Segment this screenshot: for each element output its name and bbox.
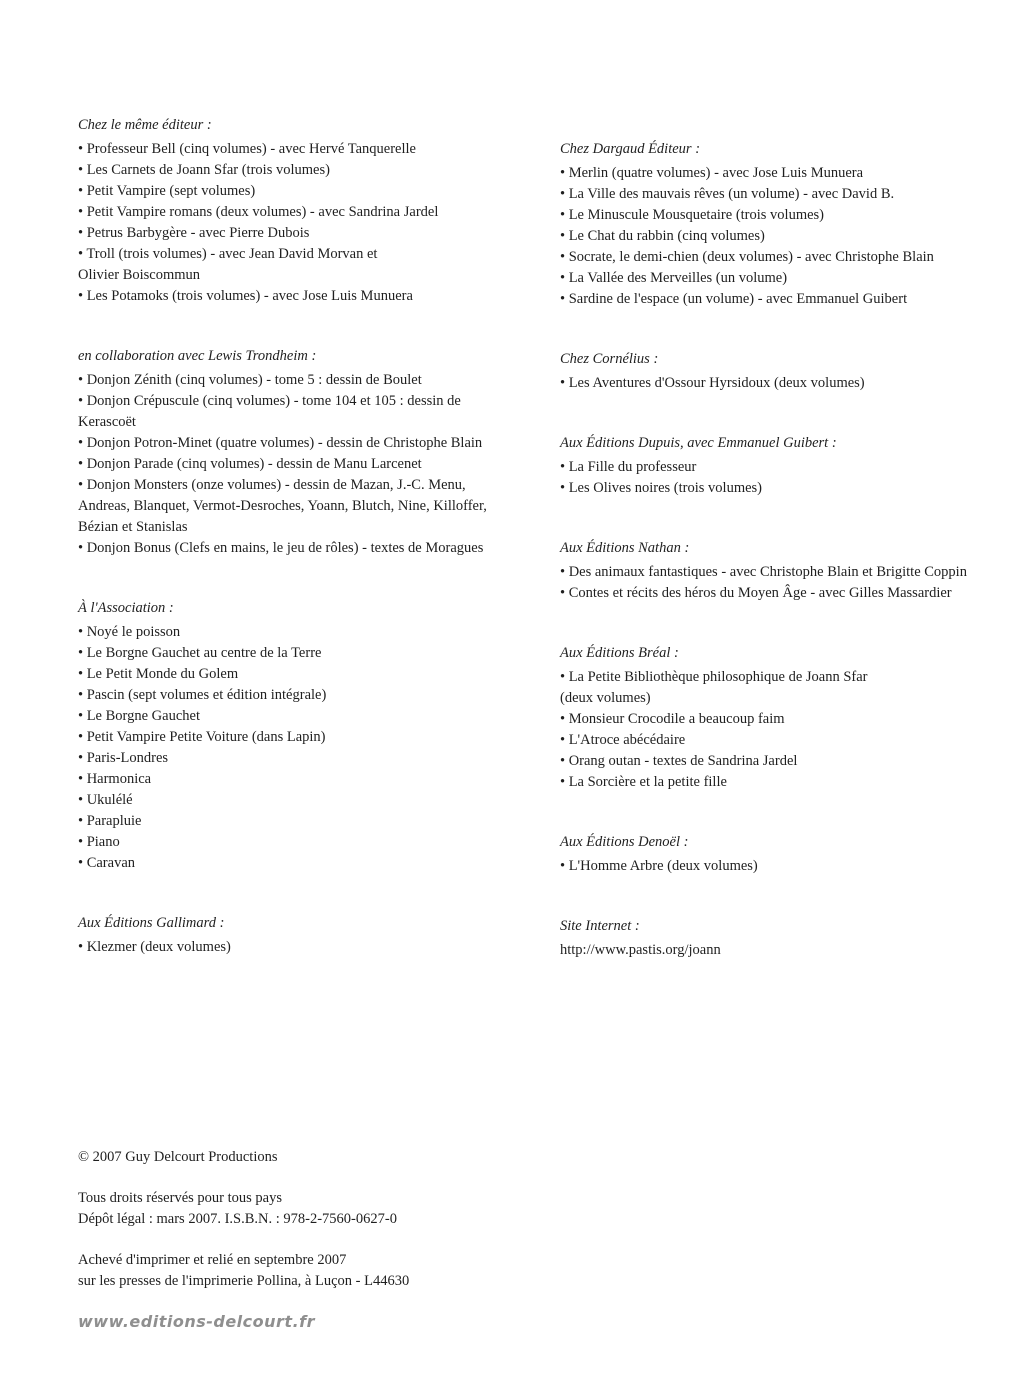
book-item: • Klezmer (deux volumes) [78,939,231,955]
print-line-2: sur les presses de l'imprimerie Pollina, à Luçon - L44630 [78,1273,410,1289]
section-heading: en collaboration avec Lewis Trondheim : [78,348,317,364]
book-item: • Les Carnets de Joann Sfar (trois volumes) [78,162,330,178]
book-item: • Des animaux fantastiques - avec Christophe Blain et Brigitte Coppin [560,564,967,580]
book-item: • Orang outan - textes de Sandrina Jardel [560,753,798,769]
section-heading: Aux Éditions Denoël : [560,834,689,850]
publisher-website: www.editions-delcourt.fr [78,1312,315,1331]
column-right [560,139,1022,961]
section-heading: Chez Cornélius : [560,351,659,367]
book-item: • La Fille du professeur [560,459,697,475]
rights-line-1: Tous droits réservés pour tous pays [78,1190,282,1206]
section-heading: Aux Éditions Dupuis, avec Emmanuel Guibert : [560,435,837,451]
book-item: • Professeur Bell (cinq volumes) - avec Hervé Tanquerelle [78,141,416,157]
section-heading: Chez le même éditeur : [78,117,212,133]
book-item: • Donjon Crépuscule (cinq volumes) - tome 104 et 105 : dessin de Kerascoët [78,393,461,430]
book-item: • La Ville des mauvais rêves (un volume) - avec David B. [560,186,895,202]
book-item: • Les Olives noires (trois volumes) [560,480,763,496]
book-item: • Petit Vampire Petite Voiture (dans Lapin) [78,729,326,745]
section-heading: Aux Éditions Nathan : [560,540,690,556]
book-item: • Ukulélé [78,792,133,808]
book-item: • Monsieur Crocodile a beaucoup faim [560,711,785,727]
book-item: • L'Homme Arbre (deux volumes) [560,858,758,874]
book-item: • Le Borgne Gauchet [78,708,200,724]
book-item: • Troll (trois volumes) - avec Jean David Morvan et Olivier Boiscommun [78,246,378,283]
book-item: • Contes et récits des héros du Moyen Âge - avec Gilles Massardier [560,585,952,601]
publisher-section [560,538,1022,604]
publisher-section [78,598,552,874]
publisher-section [560,832,1022,877]
footer [78,1147,409,1332]
publisher-section [78,115,552,307]
book-item: • Le Borgne Gauchet au centre de la Terre [78,645,322,661]
book-item: • Paris-Londres [78,750,169,766]
section-heading: Aux Éditions Gallimard : [78,915,225,931]
book-item: • Le Minuscule Mousquetaire (trois volumes) [560,207,825,223]
publisher-section [560,349,1022,394]
print-line-1: Achevé d'imprimer et relié en septembre 2007 [78,1252,347,1268]
book-item: • Les Potamoks (trois volumes) - avec Jose Luis Munuera [78,288,413,304]
book-item: • Pascin (sept volumes et édition intégrale) [78,687,327,703]
book-item: • Merlin (quatre volumes) - avec Jose Luis Munuera [560,165,864,181]
book-item: • Petit Vampire romans (deux volumes) - avec Sandrina Jardel [78,204,439,220]
book-item: • Sardine de l'espace (un volume) - avec Emmanuel Guibert [560,291,908,307]
publisher-section [560,433,1022,499]
book-item: • Donjon Potron-Minet (quatre volumes) - dessin de Christophe Blain [78,435,483,451]
section-heading: À l'Association : [78,600,174,616]
section-heading: Chez Dargaud Éditeur : [560,141,701,157]
rights-line-2: Dépôt légal : mars 2007. I.S.B.N. : 978-2-7560-0627-0 [78,1211,397,1227]
book-item: • Donjon Parade (cinq volumes) - dessin de Manu Larcenet [78,456,422,472]
book-item: • Le Chat du rabbin (cinq volumes) [560,228,765,244]
publisher-section [78,346,552,559]
book-item: • Donjon Zénith (cinq volumes) - tome 5 : dessin de Boulet [78,372,422,388]
publisher-section [78,913,552,958]
column-left [78,115,552,958]
book-item: • Parapluie [78,813,142,829]
book-item: • Donjon Bonus (Clefs en mains, le jeu de rôles) - textes de Moragues [78,540,484,556]
book-item: • Harmonica [78,771,152,787]
publisher-section [560,916,1022,961]
copyright-line: © 2007 Guy Delcourt Productions [78,1149,278,1165]
book-item: • Noyé le poisson [78,624,181,640]
book-item: • Socrate, le demi-chien (deux volumes) - avec Christophe Blain [560,249,934,265]
book-item: • Petrus Barbygère - avec Pierre Dubois [78,225,310,241]
book-item: • Le Petit Monde du Golem [78,666,239,682]
book-item: • L'Atroce abécédaire [560,732,686,748]
publisher-section [560,643,1022,793]
section-heading: Site Internet : [560,918,640,934]
book-item: • La Vallée des Merveilles (un volume) [560,270,788,286]
book-item: • Petit Vampire (sept volumes) [78,183,256,199]
book-item: • La Petite Bibliothèque philosophique de Joann Sfar (deux volumes) [560,669,868,706]
section-heading: Aux Éditions Bréal : [560,645,679,661]
publisher-section [560,139,1022,310]
book-item: • Donjon Monsters (onze volumes) - dessin de Mazan, J.-C. Menu, Andreas, Blanquet, Vermot-Desroches, Yoann, Blutch, Nine, Killoffer, Bézian et Stanislas [78,477,487,535]
book-item: • La Sorcière et la petite fille [560,774,727,790]
book-item: • Caravan [78,855,136,871]
book-item: • Les Aventures d'Ossour Hyrsidoux (deux volumes) [560,375,865,391]
book-item: http://www.pastis.org/joann [560,942,721,958]
book-item: • Piano [78,834,120,850]
